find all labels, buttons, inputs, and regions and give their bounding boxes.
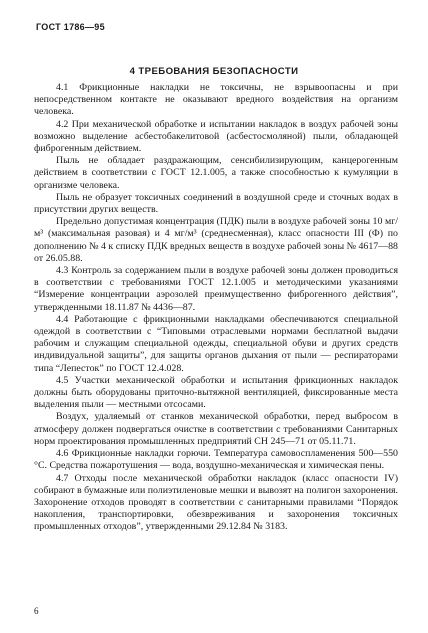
paragraph-4-4: 4.4 Работающие с фрикционными накладками обеспечиваются специальной одеждой в соответствии с “Типовыми отраслевыми нормами бесплатной выдачи рабочим и служащим специальной одежды, специальной обуви и других средств индивидуальной защиты”, для защиты органов дыхания от пыли — респираторами типа “Лепесток” по ГОСТ 12.4.028. (34, 313, 398, 374)
page-number: 6 (34, 606, 39, 616)
paragraph-4-3: 4.3 Контроль за содержанием пыли в воздухе рабочей зоны должен проводиться в соответствии с требованиями ГОСТ 12.1.005 и методическими указаниями “Измерение концентрации аэрозолей преимущественно фиброгенного действия”, утвержденными 18.11.87 № 4436—87. (34, 265, 398, 313)
section-title: 4 ТРЕБОВАНИЯ БЕЗОПАСНОСТИ (129, 66, 299, 77)
paragraph-exhaust-air: Воздух, удаляемый от станков механической обработки, перед выбросом в атмосферу должен подвергаться очистке в соответствии с требованиями Санитарных норм проектирования промышленных предприятий СН 245—71 от 05.11.71. (34, 411, 398, 447)
paragraph-4-5: 4.5 Участки механической обработки и испытания фрикционных накладок должны быть оборудованы приточно-вытяжной вентиляцией, фиксированные места выделения пыли — местными отсосами. (34, 374, 398, 411)
paragraph-dust-toxicity: Пыль не образует токсичных соединений в воздушной среде и сточных водах в присутствии других веществ. (34, 191, 398, 216)
paragraph-4-2: 4.2 При механической обработке и испытании накладок в воздух рабочей зоны возможно выделение асбестобакелитовой (асбестосмоляной) пыли, обладающей фиброгенным действием. (34, 118, 398, 155)
paragraph-pdk: Предельно допустимая концентрация (ПДК) пыли в воздухе рабочей зоны 10 мг/м³ (максимальная разовая) и 4 мг/м³ (среднесменная), класс опасности III (Ф) по дополнению № 4 к списку ПДК вредных веществ в воздухе рабочей зоны № 4617—88 от 26.05.88. (34, 216, 398, 264)
paragraph-4-6: 4.6 Фрикционные накладки горючи. Температура самовоспламенения 500—550 °С. Средства пожаротушения — вода, воздушно-механическая и химическая пены. (34, 448, 398, 472)
section-body (34, 82, 398, 534)
paragraph-4-1: 4.1 Фрикционные накладки не токсичны, не взрывоопасны и при непосредственном контакте не оказывают вредного воздействия на организм человека. (34, 82, 398, 118)
paragraph-dust-properties: Пыль не обладает раздражающим, сенсибилизирующим, канцерогенным действием в соответствии с ГОСТ 12.1.005, а также способностью к кумуляции в организме человека. (34, 155, 398, 191)
paragraph-4-7: 4.7 Отходы после механической обработки накладок (класс опасности IV) собирают в бумажные или полиэтиленовые мешки и вывозят на полигон захоронения. Захоронение отходов проводят в соответствии с санитарными правилами “Порядок накопления, транспортировки, обезвреживания и захоронения токсичных промышленных отходов”, утвержденными 29.12.84 № 3183. (34, 472, 398, 533)
document-header: ГОСТ 1786—95 (36, 22, 105, 32)
